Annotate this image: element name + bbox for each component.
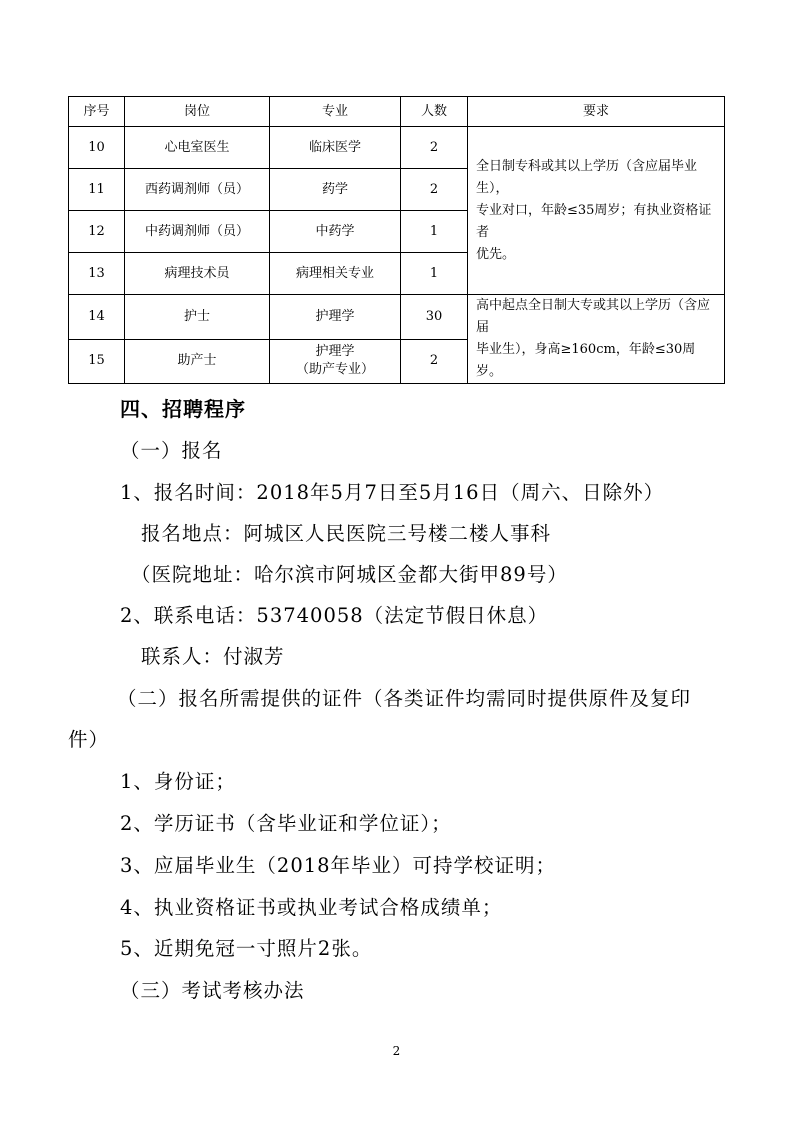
paragraph: 报名地点：阿城区人民医院三号楼二楼人事科	[141, 522, 552, 545]
requirement-a-line: 专业对口，年龄≤35周岁；有执业资格证者	[476, 202, 712, 240]
list-item: 4、执业资格证书或执业考试合格成绩单；	[120, 896, 503, 919]
header-post: 岗位	[125, 97, 270, 127]
major-subline: （助产专业）	[295, 362, 374, 378]
table-row	[69, 295, 725, 340]
cell-count: 2	[401, 339, 468, 384]
paragraph: （医院地址：哈尔滨市阿城区金都大街甲89号）	[131, 563, 568, 586]
page-number: 2	[392, 1044, 401, 1058]
cell-serial: 15	[69, 339, 125, 384]
cell-major: 中药学	[270, 211, 401, 253]
requirement-b-line: 高中起点全日制大专或其以上学历（含应届	[476, 298, 711, 335]
header-serial: 序号	[69, 97, 125, 127]
cell-major: 护理学	[270, 295, 401, 340]
table-header-row	[69, 97, 725, 127]
paragraph: 1、报名时间：2018年5月7日至5月16日（周六、日除外）	[120, 481, 665, 504]
recruitment-table	[68, 96, 725, 384]
list-item: 5、近期免冠一寸照片2张。	[120, 937, 373, 960]
cell-count: 2	[401, 127, 468, 169]
requirement-a-line: 全日制专科或其以上学历（含应届毕业生），	[476, 158, 698, 196]
cell-count: 30	[401, 295, 468, 340]
subsection-heading: （二）报名所需提供的证件（各类证件均需同时提供原件及复印	[117, 687, 692, 710]
cell-post: 病理技术员	[125, 253, 270, 295]
header-count: 人数	[401, 97, 468, 127]
major-line: 护理学	[315, 344, 355, 360]
paragraph: 件）	[68, 728, 110, 751]
cell-count: 1	[401, 253, 468, 295]
section-heading: 四、招聘程序	[120, 397, 246, 421]
table-row	[69, 127, 725, 169]
cell-serial: 12	[69, 211, 125, 253]
cell-post: 中药调剂师（员）	[125, 211, 270, 253]
cell-serial: 11	[69, 169, 125, 211]
cell-post: 西药调剂师（员）	[125, 169, 270, 211]
cell-serial: 14	[69, 295, 125, 340]
cell-post: 助产士	[125, 339, 270, 384]
cell-serial: 10	[69, 127, 125, 169]
cell-count: 2	[401, 169, 468, 211]
cell-major: 药学	[270, 169, 401, 211]
cell-serial: 13	[69, 253, 125, 295]
list-item: 3、应届毕业生（2018年毕业）可持学校证明；	[120, 854, 557, 877]
cell-major	[270, 339, 401, 384]
subsection-heading: （一）报名	[120, 439, 223, 462]
cell-post: 心电室医生	[125, 127, 270, 169]
cell-major: 临床医学	[270, 127, 401, 169]
cell-requirements-b	[468, 295, 725, 384]
list-item: 1、身份证；	[120, 770, 236, 793]
list-item: 2、学历证书（含毕业证和学位证）；	[120, 812, 452, 835]
cell-major: 病理相关专业	[270, 253, 401, 295]
subsection-heading: （三）考试考核办法	[120, 979, 305, 1002]
cell-requirements-a	[468, 127, 725, 295]
cell-count: 1	[401, 211, 468, 253]
cell-post: 护士	[125, 295, 270, 340]
paragraph: 联系人：付淑芳	[141, 645, 285, 668]
requirement-b-line: 毕业生），身高≥160cm，年龄≤30周岁。	[476, 342, 696, 379]
header-requirements: 要求	[468, 97, 725, 127]
requirement-a-line: 优先。	[476, 246, 516, 262]
paragraph: 2、联系电话：53740058（法定节假日休息）	[120, 604, 549, 627]
header-major: 专业	[270, 97, 401, 127]
